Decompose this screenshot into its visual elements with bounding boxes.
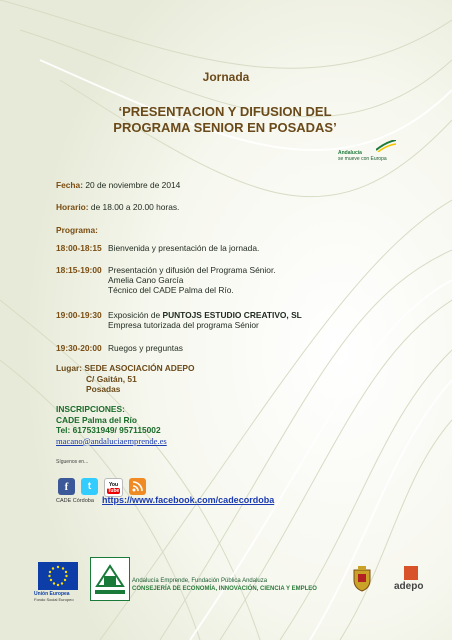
andalucia-logo-line1: Andalucía [338, 150, 362, 156]
siguenos-label: Síguenos en... [56, 459, 89, 465]
inscripciones-office: CADE Palma del Río [56, 414, 137, 425]
horario-label: Horario: [56, 202, 89, 212]
inscripciones-phone: Tel: 617531949/ 957115002 [56, 425, 161, 435]
adepo-logo [392, 566, 430, 596]
lugar-town: Posadas [86, 384, 121, 394]
junta-line1: Andalucía Emprende, Fundación Pública Andaluza [132, 578, 268, 584]
youtube-icon[interactable]: You Tube [104, 478, 123, 497]
social-icons [58, 478, 146, 496]
lugar-block [56, 363, 195, 395]
cade-cordoba-label: CADE Córdoba [56, 498, 94, 504]
junta-caption [132, 577, 317, 593]
programa-row [56, 310, 302, 330]
lugar-address: C/ Gaitán, 51 [86, 373, 137, 384]
lugar-label: Lugar: [56, 363, 83, 373]
jornada-heading: Jornada [202, 70, 250, 84]
posadas-crest-icon [352, 566, 372, 592]
programa-time: 18:15-19:00 [56, 265, 102, 275]
eu-fund: Fondo Social Europeo [34, 597, 74, 602]
programa-item: Bienvenida y presentación de la jornada. [108, 243, 260, 253]
twitter-icon[interactable]: t [81, 478, 98, 495]
eu-flag-logo [38, 562, 78, 590]
fecha-value: 20 de noviembre de 2014 [85, 180, 181, 190]
inscripciones-email-link[interactable]: macano@andaluciaemprende.es [56, 435, 167, 446]
programa-row [56, 343, 183, 353]
programa-time: 19:30-20:00 [56, 343, 102, 353]
horario-value: de 18.00 a 20.00 horas. [90, 202, 180, 212]
fecha-label: Fecha: [56, 180, 83, 190]
programa-item-prefix: Exposición de [108, 310, 163, 320]
programa-speaker: Amelia Cano García [108, 275, 184, 285]
adepo-mark-icon [404, 566, 418, 580]
horario-line [56, 202, 179, 212]
andalucia-logo-line2: se mueve con Europa [338, 156, 387, 162]
junta-andalucia-logo [90, 557, 130, 601]
andalucia-europa-logo [338, 138, 398, 168]
facebook-page-link[interactable]: https://www.facebook.com/cadecordoba [102, 495, 275, 505]
event-title [60, 104, 390, 136]
lugar-venue: SEDE ASOCIACIÓN ADEPO [84, 363, 195, 373]
programa-speaker-role: Técnico del CADE Palma del Río. [108, 285, 234, 295]
programa-item: Presentación y difusión del Programa Sénior. [108, 265, 276, 275]
programa-row [56, 265, 276, 295]
facebook-icon[interactable]: f [58, 478, 75, 495]
programa-label: Programa: [56, 225, 98, 235]
eu-name: Unión Europea [34, 591, 70, 597]
eu-caption [34, 591, 74, 603]
junta-line2: CONSEJERÍA DE ECONOMÍA, INNOVACIÓN, CIENCIA Y EMPLEO [132, 586, 317, 592]
programa-row [56, 243, 259, 253]
adepo-name: adepo [394, 581, 424, 592]
inscripciones-label: INSCRIPCIONES: [56, 404, 125, 414]
event-title-line2: PROGRAMA SENIOR EN POSADAS’ [113, 120, 337, 135]
programa-time: 19:00-19:30 [56, 310, 102, 320]
event-title-line1: ‘PRESENTACION Y DIFUSION DEL [118, 104, 332, 119]
programa-item: Ruegos y preguntas [108, 343, 183, 353]
programa-company-desc: Empresa tutorizada del programa Sénior [108, 320, 259, 330]
inscripciones-block [56, 404, 167, 446]
programa-company: PUNTOJS ESTUDIO CREATIVO, SL [162, 310, 302, 320]
rss-icon[interactable] [129, 478, 146, 495]
programa-time: 18:00-18:15 [56, 243, 102, 253]
fecha-line [56, 180, 180, 190]
